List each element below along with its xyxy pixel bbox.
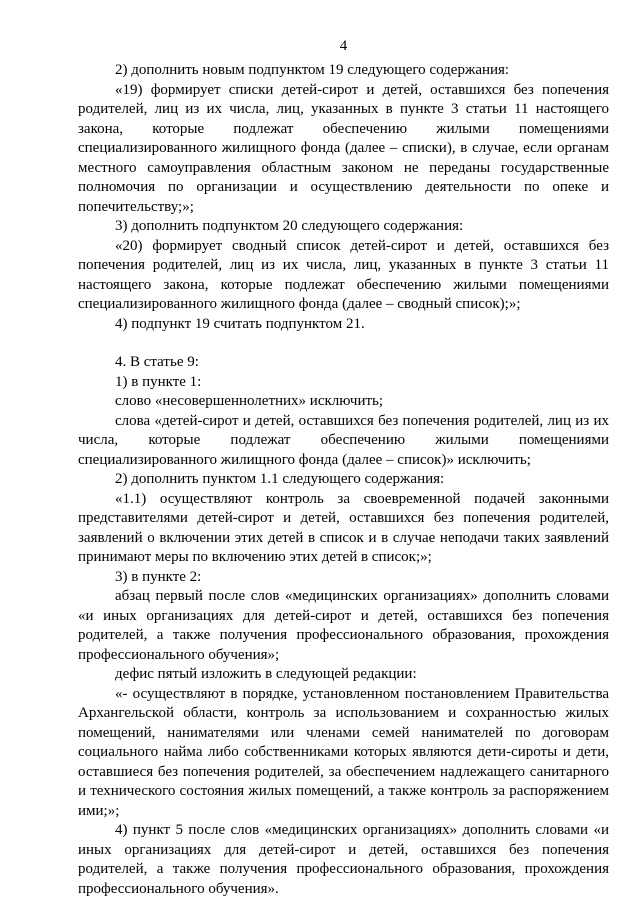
paragraph-point-2: 3) в пункте 2: bbox=[115, 568, 202, 585]
paragraph-subpoint-20: «20) формирует сводный список детей-сирот и детей, оставшихся без попечения родителей, лиц из их числа, лиц, указанных в пункте 3 статьи 11 настоящего закона, которые подлежат обеспечению жилыми помещениями специализированного жилищного фонда (далее – сводный список);»; bbox=[78, 237, 609, 312]
paragraph-amend-19-intro: 2) дополнить новым подпунктом 19 следующего содержания: bbox=[115, 62, 510, 78]
paragraph-article-9: 4. В статье 9: bbox=[115, 354, 199, 370]
document-body bbox=[78, 61, 609, 899]
paragraph-dash-five: «- осуществляют в порядке, установленном постановлением Правительства Архангельской области, контроль за использованием и сохранностью жилых помещений, нанимателями или членами семей нанимателей по договорам социального найма либо собственниками которых являются дети-сироты и дети, оставшиеся без попечения родителей, за обеспечением надлежащего санитарного и технического состояния жилых помещений, а также контроль за распоряжением ими;»; bbox=[78, 685, 609, 819]
paragraph-first-abzac: абзац первый после слов «медицинских организациях» дополнить словами «и иных организациях для детей-сирот и детей, оставшихся без попечения родителей, а также получения профессионального образования, прохождения профессионального обучения»; bbox=[78, 588, 609, 663]
section-gap bbox=[78, 334, 609, 353]
paragraph-subpoint-19: «19) формирует списки детей-сирот и детей, оставшихся без попечения родителей, лиц из их числа, лиц, указанных в пункте 3 статьи 11 настоящего закона, которые подлежат обеспечению жилыми помещениями специализированного жилищного фонда (далее – списки), в случае, если органам местного самоуправления областным законом не переданы государственные полномочия по организации и осуществлению деятельности по опеке и попечительству;»; bbox=[78, 81, 609, 215]
paragraph-point-1-1: «1.1) осуществляют контроль за своевременной подачей законными представителями детей-сирот и детей, оставшихся без попечения родителей, заявлений о включении этих детей в список и в случае неподачи таких заявлений принимают меры по включению этих детей в список;»; bbox=[78, 490, 609, 565]
paragraph-point-5: 4) пункт 5 после слов «медицинских организациях» дополнить словами «и иных организациях для детей-сирот и детей, оставшихся без попечения родителей, а также получения профессионального образования, прохождения профессионального обучения». bbox=[78, 822, 609, 897]
paragraph-amend-1-1-intro: 2) дополнить пунктом 1.1 следующего содержания: bbox=[115, 471, 445, 487]
paragraph-word-exclude: слово «несовершеннолетних» исключить; bbox=[115, 393, 384, 409]
paragraph-amend-20-intro: 3) дополнить подпунктом 20 следующего содержания: bbox=[115, 218, 464, 234]
paragraph-point-1: 1) в пункте 1: bbox=[115, 373, 202, 390]
page-number: 4 bbox=[339, 38, 348, 54]
paragraph-words-exclude: слова «детей-сирот и детей, оставшихся без попечения родителей, лиц из их числа, которые подлежат обеспечению жилыми помещениями специализированного жилищного фонда (далее – список)» исключить; bbox=[78, 412, 609, 468]
paragraph-renumber: 4) подпункт 19 считать подпунктом 21. bbox=[115, 315, 365, 332]
paragraph-dash-five-intro: дефис пятый изложить в следующей редакции: bbox=[115, 666, 417, 682]
